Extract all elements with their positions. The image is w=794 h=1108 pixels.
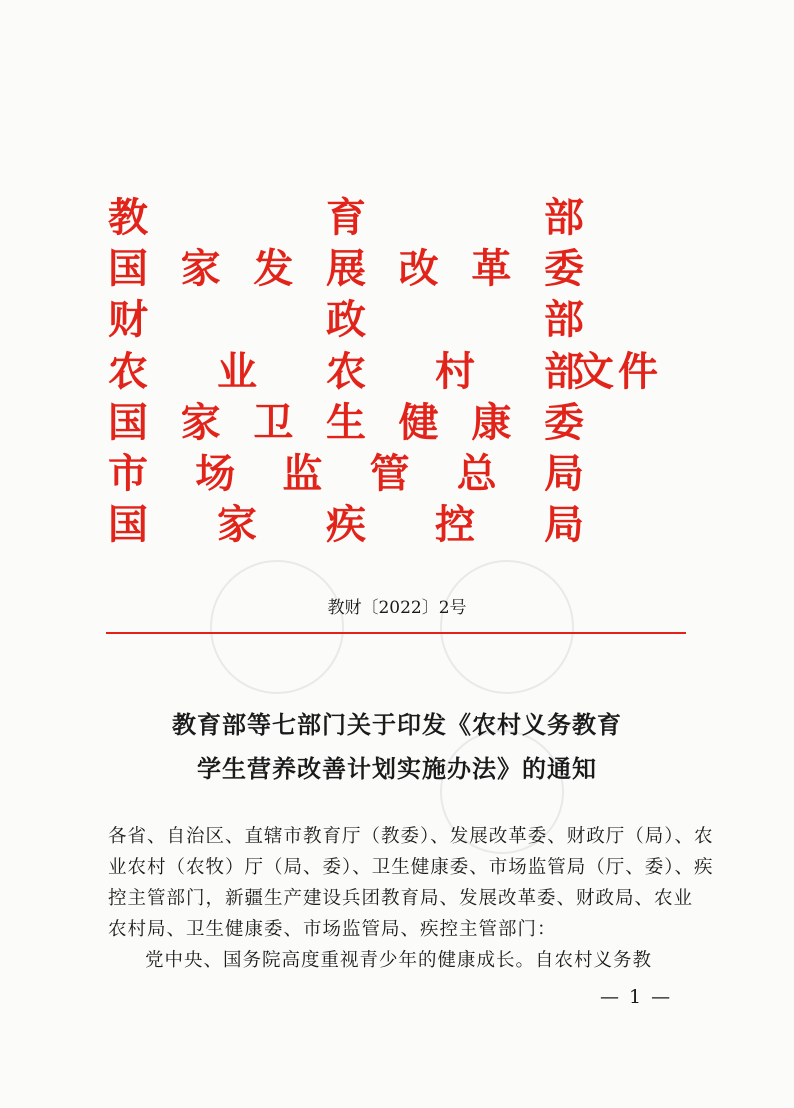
document-number: 教财〔2022〕2号 [327,598,467,618]
agency-line [108,196,584,240]
agency-line [108,452,584,496]
agency-char: 家 [180,399,221,446]
agency-char: 教 [108,194,148,241]
agency-char: 场 [195,450,236,497]
agency-char: 局 [544,450,584,497]
agency-char: 业 [217,348,257,395]
agency-char: 财 [108,296,148,343]
agency-char: 改 [398,245,439,292]
agency-char: 局 [544,501,584,548]
agency-char: 管 [369,450,410,497]
agency-char: 部 [544,194,584,241]
document-title-line-1: 教育部等七部门关于印发《农村义务教育 [172,710,622,739]
addressee-line: 各省、自治区、直辖市教育厅（教委）、发展改革委、财政厅（局）、农 [108,826,714,847]
agency-char: 政 [326,296,366,343]
agency-line [108,247,584,291]
agency-char: 国 [108,245,148,292]
agency-char: 监 [282,450,323,497]
agency-char: 部 [544,296,584,343]
addressee-line: 农村局、卫生健康委、市场监管局、疾控主管部门： [108,919,557,940]
agency-char: 委 [544,245,584,292]
agency-char: 总 [456,450,497,497]
agency-char: 市 [108,450,148,497]
header-suffix: 文件 [574,348,662,395]
agency-char: 革 [471,245,512,292]
addressee-line: 控主管部门，新疆生产建设兵团教育局、发展改革委、财政局、农业 [108,888,694,909]
agency-line [108,350,584,394]
agency-line [108,401,584,445]
agency-char: 农 [326,348,366,395]
document-title-line-2: 学生营养改善计划实施办法》的通知 [197,754,597,783]
agency-char: 育 [326,194,366,241]
agency-char: 村 [435,348,475,395]
agency-char: 部 [544,348,584,395]
agency-char: 健 [398,399,439,446]
agency-char: 家 [180,245,221,292]
addressee-line: 业农村（农牧）厅（局、委）、卫生健康委、市场监管局（厅、委）、疾 [108,857,714,878]
agency-char: 控 [435,501,475,548]
agency-char: 卫 [253,399,294,446]
agency-char: 疾 [326,501,366,548]
agency-char: 展 [326,245,366,292]
red-divider [106,632,686,634]
agency-char: 委 [544,399,584,446]
agency-line [108,298,584,342]
page-number: — 1 — [600,986,673,1008]
agency-char: 国 [108,399,148,446]
agency-char: 农 [108,348,148,395]
agency-char: 生 [326,399,366,446]
agency-char: 家 [217,501,257,548]
agency-char: 康 [471,399,512,446]
agency-char: 发 [253,245,294,292]
agency-line [108,503,584,547]
body-paragraph: 党中央、国务院高度重视青少年的健康成长。自农村义务教 [145,950,653,971]
agency-char: 国 [108,501,148,548]
